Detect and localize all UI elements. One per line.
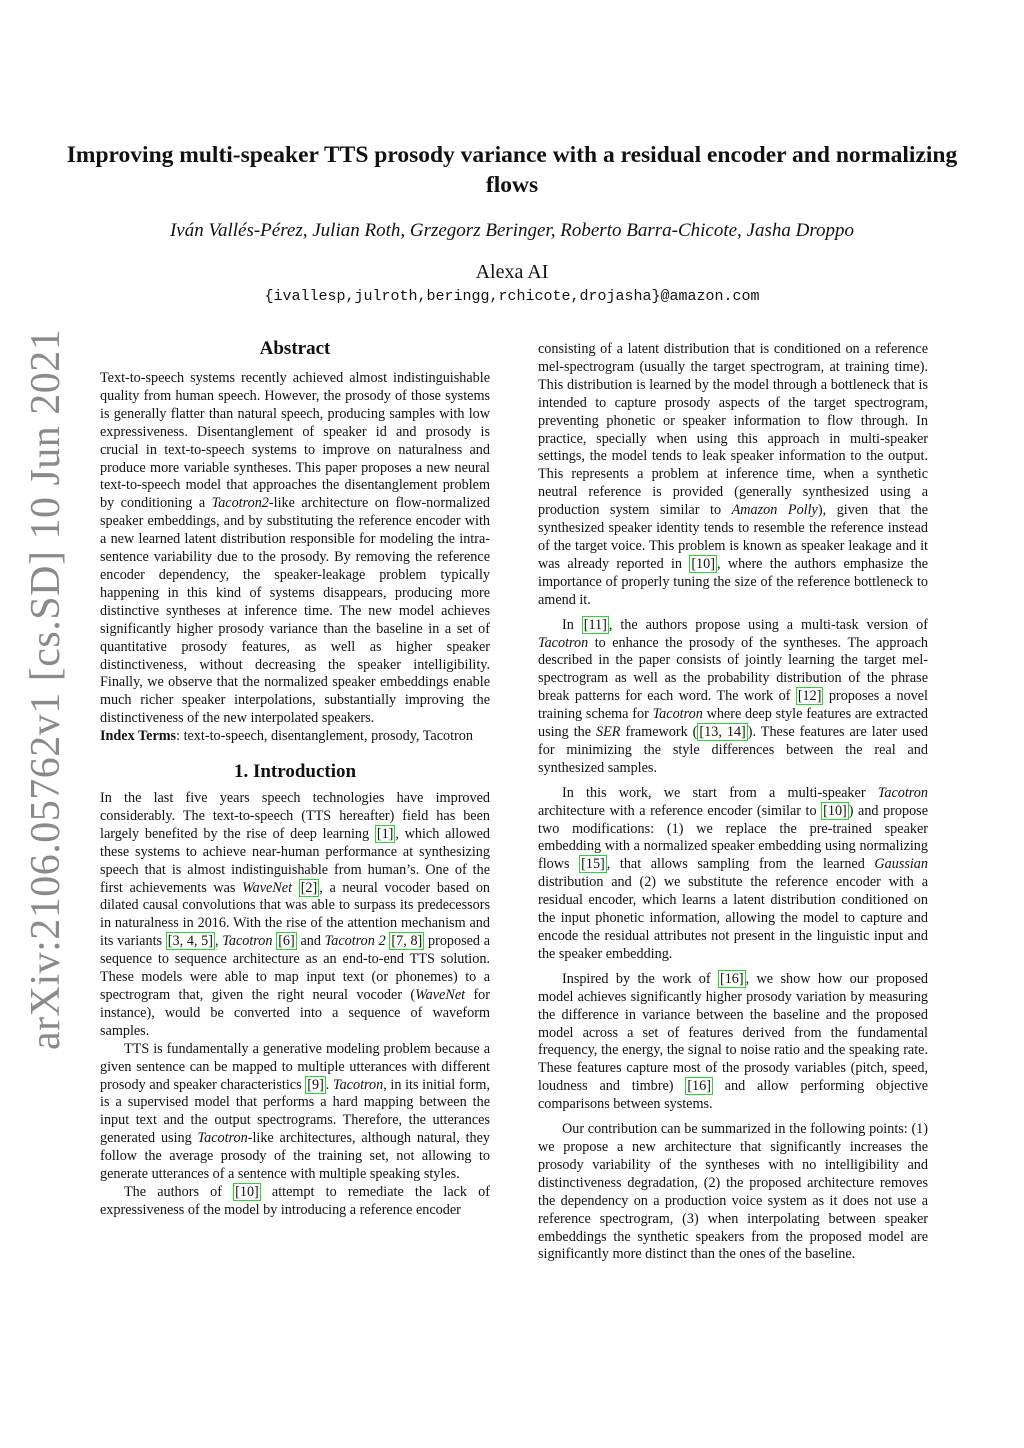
citation-link[interactable]: [9]: [307, 1076, 324, 1093]
author-list: Iván Vallés-Pérez, Julian Roth, Grzegorz Beringer, Roberto Barra-Chicote, Jasha Droppo: [169, 220, 855, 241]
arxiv-identifier: arXiv:2106.05762v1 [cs.SD] 10 Jun 2021: [23, 328, 69, 1050]
citation-link[interactable]: [15]: [581, 856, 605, 873]
author-emails: {ivallesp,julroth,beringg,rchicote,drojasha}@amazon.com: [264, 288, 760, 305]
right-paragraph-2: In [11] , the authors propose using a multi-task version of Tacotron to enhance the prosody of the syntheses. The approach described in the paper consists of jointly learning the target mel-spectrogram as well as the probability distribution of the phrase break patterns for each word. The work of [12] proposes a novel training schema for Tacotron where deep style features are extracted using the SER framework ( [13, 14] ). These features are later used for minimizing the style differences between the real and synthesized samples.: [538, 616, 929, 776]
intro-paragraph-1: In the last five years speech technologies have improved considerably. The text-to-speech (TTS hereafter) field has been largely benefited by the rise of deep learning [1] , which allowed these systems to achieve near-human performance at synthesizing speech that is almost indistinguishable from human’s. One of the first achievements was WaveNet [2] , a neural vocoder based on dilated causal convolutions that was able to surpass its predecessors in naturalness in 2016. With the rise of the attention mechanism and its variants [3, 4, 5] , Tacotron [6] and Tacotron 2 [7, 8] proposed a sequence to sequence architecture as an end-to-end TTS solution. These models were able to map input text (or phonemes) to a spectrogram that, given the right neural vocoder (WaveNet for instance), would be converted into a sequence of waveform samples.: [100, 790, 491, 1039]
citation-link[interactable]: [12]: [797, 688, 822, 705]
citation-link[interactable]: [10]: [823, 802, 847, 819]
right-paragraph-1: consisting of a latent distribution that is conditioned on a reference mel-spectrogram (usually the target spectrogram, at training time). This distribution is learned by the model through a bottleneck that is intended to capture prosody aspects of the target spectrogram, preventing phonetic or speaker information to flow through. In practice, specially when using this approach in multi-speaker settings, the model tends to leak speaker information to the output. This represents a problem at inference time, when a synthetic neutral reference is provided (generally synthesized using a production system similar to Amazon Polly), given that the synthesized speaker identity tends to resemble the reference instead of the target voice. This problem is known as speaker leakage and it was already reported in [10] , where the authors emphasize the importance of properly tuning the size of the reference bottleneck to amend it.: [538, 341, 928, 608]
citation-link[interactable]: [6]: [278, 933, 295, 950]
citation-link[interactable]: [1]: [376, 825, 394, 842]
citation-link[interactable]: [10]: [691, 555, 715, 572]
right-paragraph-4: Inspired by the work of [16] , we show how our proposed model achieves significantly higher prosody variation by measuring the difference in variance between the baseline and the proposed model across a set of features derived from the fundamental frequency, the energy, the signal to noise ratio and the speaking rate. These features capture most of the prosody variables (pitch, speed, loudness and timbre) [16] and allow performing objective comparisons between systems.: [538, 970, 928, 1113]
index-terms: Index Terms: text-to-speech, disentanglement, prosody, Tacotron: [100, 728, 473, 745]
citation-link[interactable]: [16]: [719, 970, 744, 987]
citation-link[interactable]: [2]: [300, 879, 318, 896]
affiliation: Alexa AI: [475, 261, 549, 283]
paper-title: Improving multi-speaker TTS prosody variance with a residual encoder and normalizing flows: [66, 142, 958, 198]
index-terms-label: Index Terms: [100, 728, 177, 745]
citation-link[interactable]: [10]: [235, 1183, 259, 1200]
intro-paragraph-2: TTS is fundamentally a generative modeling problem because a given sentence can be mapped to multiple utterances with different prosody and speaker characteristics [9] . Tacotron, in its initial form, is a supervised model that performs a hard mapping between the input text and the output spectrograms. Therefore, the utterances generated using Tacotron-like architectures, although natural, they follow the average prosody of the training set, not allowing to generate utterances of a sentence with multiple speaking styles.: [100, 1040, 490, 1183]
citation-link[interactable]: [16]: [687, 1078, 711, 1095]
left-column: [100, 337, 490, 1220]
right-column: [538, 341, 928, 1264]
right-paragraph-3: In this work, we start from a multi-speaker Tacotron architecture with a reference encoder (similar to [10] ) and propose two modifications: (1) we replace the pre-trained speaker embedding with a normalized speaker embedding using normalizing flows [15] , that allows sampling from the learned Gaussian distribution and (2) we substitute the reference encoder with a residual encoder, which learns a latent distribution conditioned on the input phonetic information, allowing the model to capture and encode the residual attributes not present in the linguistic input and the speaker embedding.: [538, 784, 928, 962]
citation-link[interactable]: [3, 4, 5]: [167, 933, 213, 950]
citation-link[interactable]: [13, 14]: [699, 724, 746, 741]
right-paragraph-5: Our contribution can be summarized in the following points: (1) we propose a new architecture that significantly increases the prosody variability of the syntheses with no intelligibility and distinctiveness degradation, (2) the proposed architecture removes the dependency on a production voice system as it does not use a reference spectrogram, (3) when interpolating between speaker embeddings the synthetic speakers from the proposed model are significantly more distinct than the ones of the baseline.: [538, 1121, 928, 1263]
citation-link[interactable]: [11]: [583, 616, 607, 633]
citation-link[interactable]: [7, 8]: [391, 933, 423, 950]
abstract-text: Text-to-speech systems recently achieved almost indistinguishable quality from human speech. However, the prosody of those systems is generally flatter than natural speech, producing samples with low expressiveness. Disentanglement of speaker id and prosody is crucial in text-to-speech systems to improve on naturalness and produce more variable syntheses. This paper proposes a new neural text-to-speech model that approaches the disentanglement problem by conditioning a Tacotron2-like architecture on flow-normalized speaker embeddings, and by substituting the reference encoder with a new learned latent distribution responsible for modeling the intra-sentence variability due to the prosody. By removing the reference encoder dependency, the speaker-leakage problem typically happening in this kind of systems disappears, producing more distinctive syntheses at inference time. The new model achieves significantly higher prosody variance than the baseline in a set of quantitative prosody features, as well as higher speaker distinctiveness, without decreasing the speaker intelligibility. Finally, we observe that the normalized speaker embeddings enable much richer speaker interpolations, substantially improving the distinctiveness of the new interpolated speakers.: [100, 370, 490, 727]
introduction-heading: 1. Introduction: [233, 761, 357, 783]
abstract-heading: Abstract: [259, 338, 331, 359]
intro-paragraph-3: The authors of [10] attempt to remediate the lack of expressiveness of the model by introducing a reference encoder: [100, 1183, 490, 1218]
